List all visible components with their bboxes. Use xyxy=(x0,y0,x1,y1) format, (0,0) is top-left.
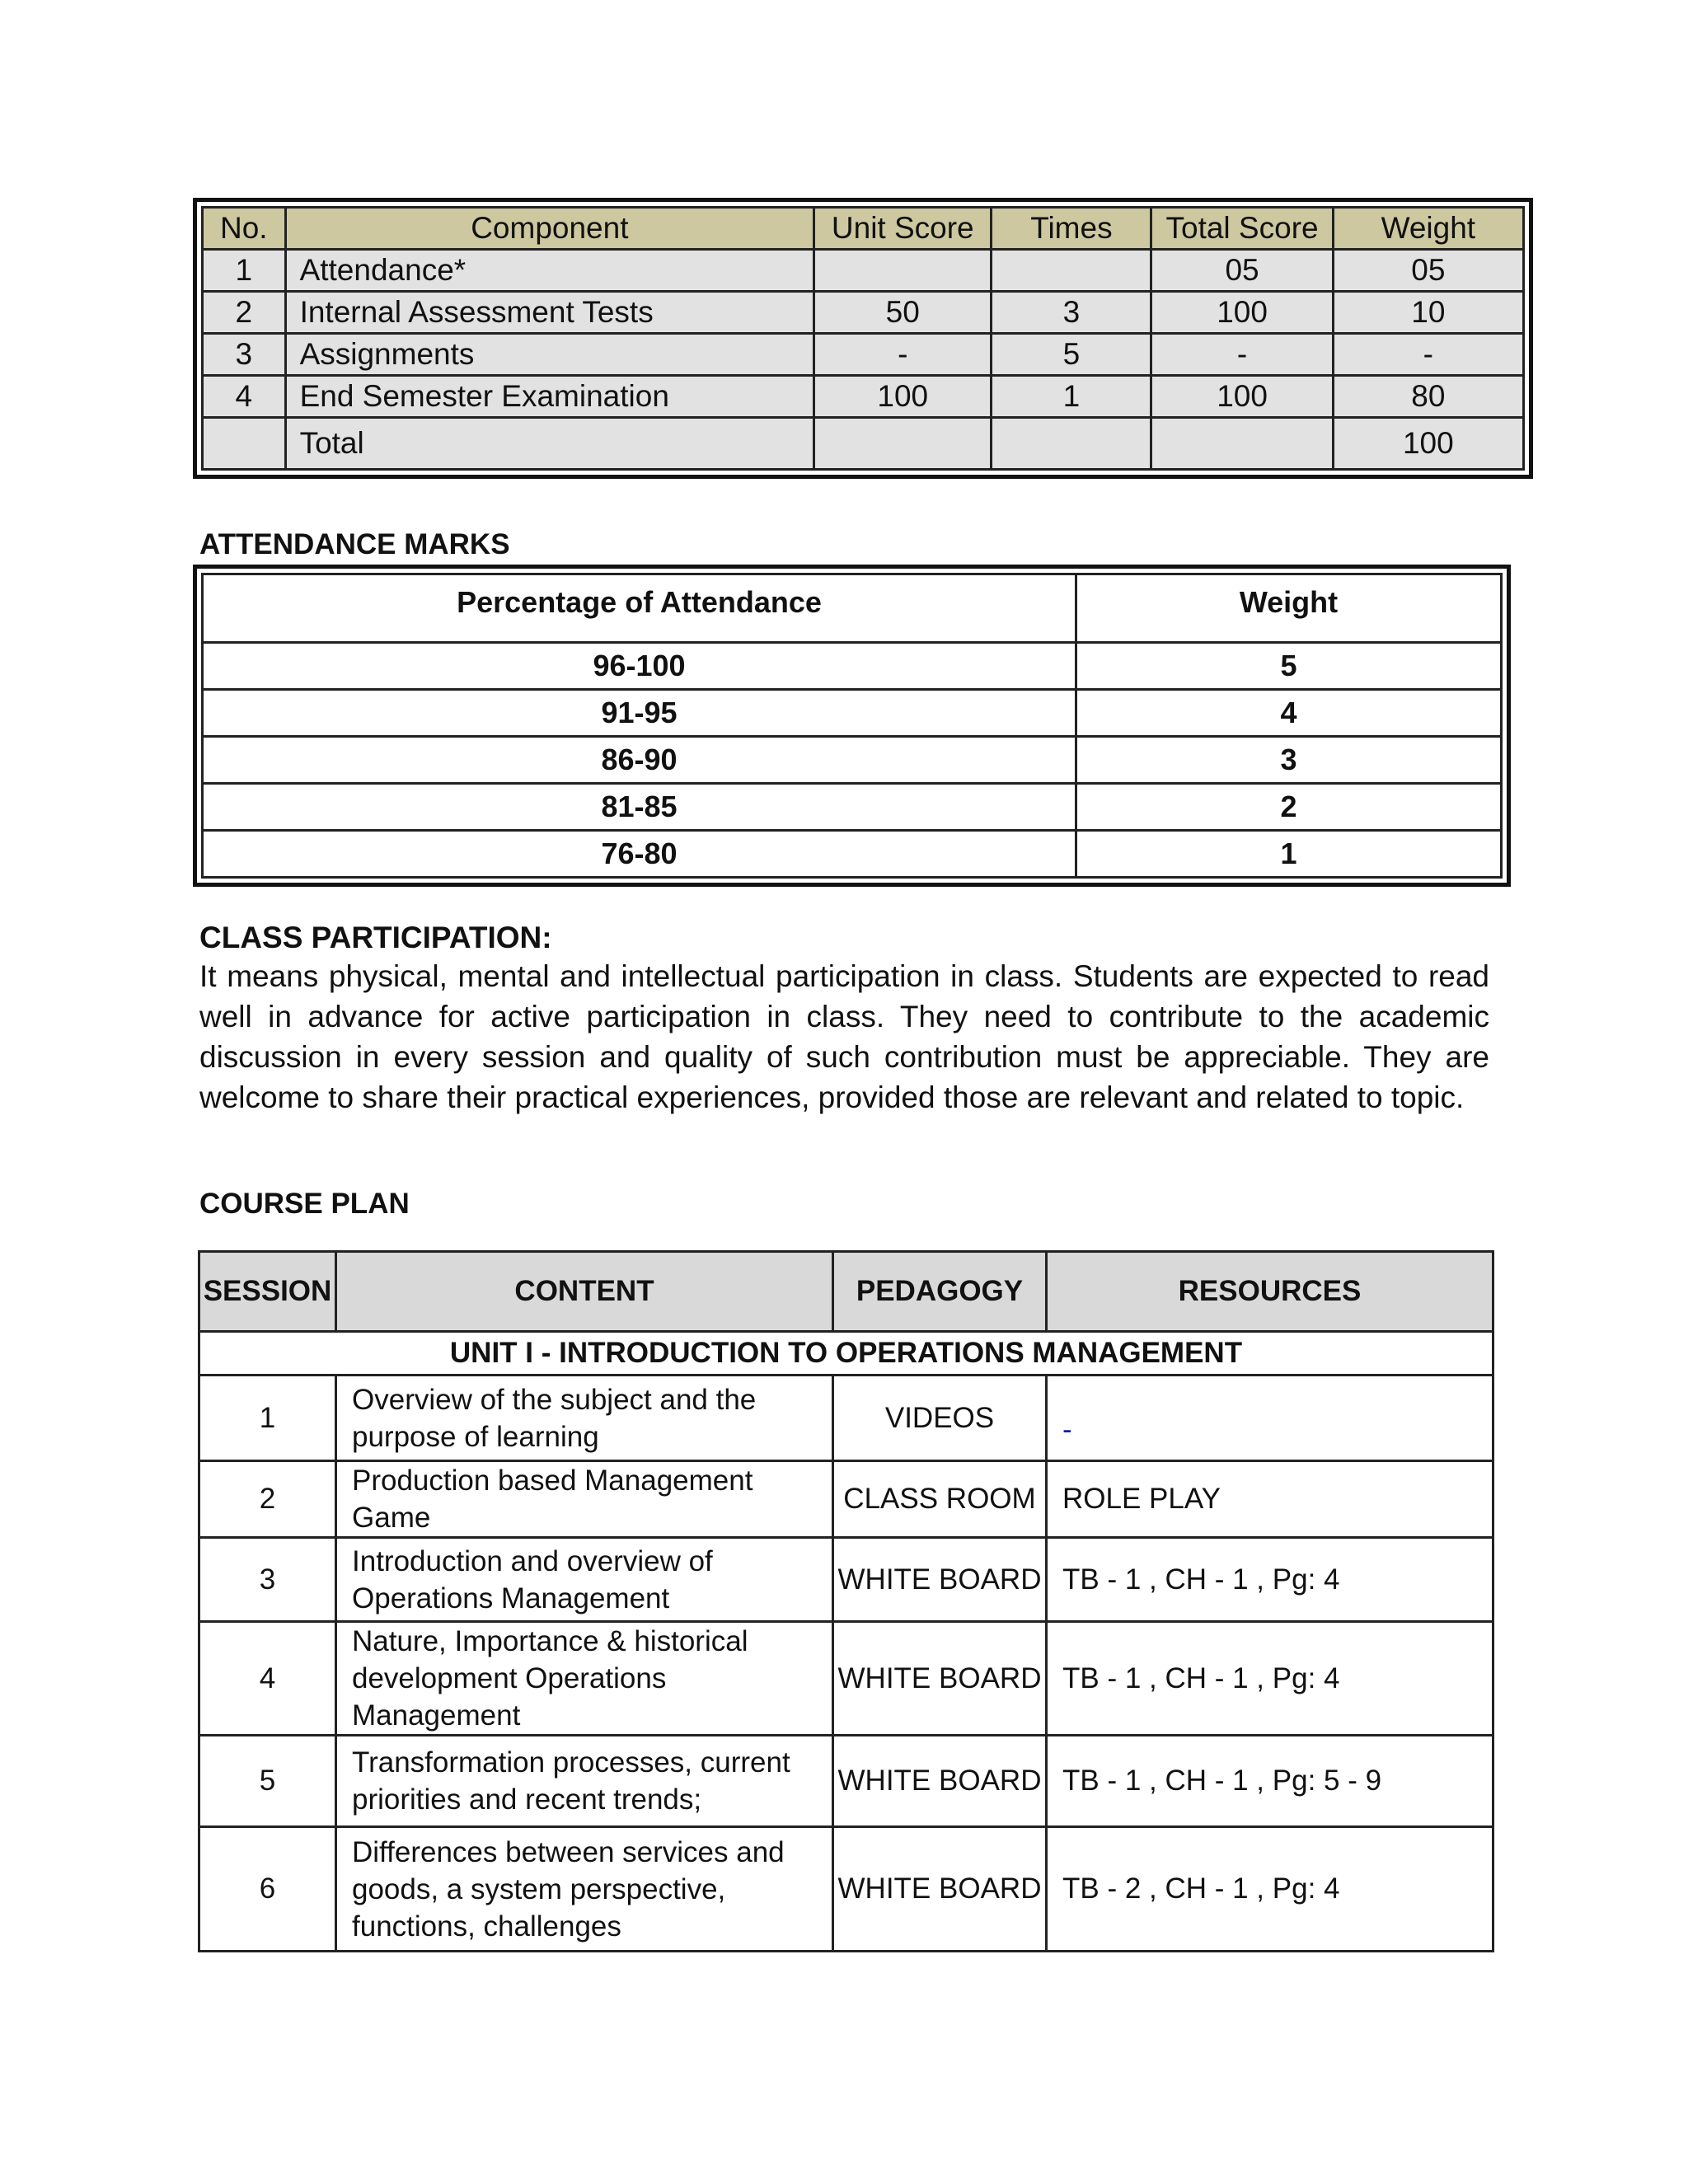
cell-content: Differences between services and goods, a system perspective, functions, challenges xyxy=(336,1827,833,1952)
cell-times: 1 xyxy=(992,376,1151,418)
cell-percentage: 96-100 xyxy=(203,643,1076,690)
cell-component: Attendance* xyxy=(285,250,814,292)
cell-session: 3 xyxy=(199,1538,336,1622)
cell-total-label: Total xyxy=(285,418,814,470)
evaluation-header-row xyxy=(203,208,1524,250)
cell-component: End Semester Examination xyxy=(285,376,814,418)
cell-unit-score xyxy=(814,250,992,292)
cell-no xyxy=(203,418,286,470)
cell-times xyxy=(992,250,1151,292)
cell-weight: 10 xyxy=(1333,292,1523,334)
cell-percentage: 81-85 xyxy=(203,784,1076,831)
table-row xyxy=(203,334,1524,376)
cell-weight: 80 xyxy=(1333,376,1523,418)
cell-unit-score: - xyxy=(814,334,992,376)
table-row xyxy=(203,831,1502,878)
cell-total-score: 100 xyxy=(1151,376,1333,418)
table-row xyxy=(203,643,1502,690)
header-pedagogy: PEDAGOGY xyxy=(833,1252,1047,1332)
cell-content: Overview of the subject and the purpose of learning xyxy=(336,1376,833,1461)
table-row xyxy=(199,1736,1493,1827)
cell-weight: 3 xyxy=(1076,737,1502,784)
evaluation-table-frame xyxy=(193,198,1533,479)
evaluation-table xyxy=(201,206,1525,471)
cell-pedagogy: WHITE BOARD xyxy=(833,1827,1047,1952)
cell-content: Production based Management Game xyxy=(336,1461,833,1538)
resource-link[interactable]: - xyxy=(1062,1413,1072,1446)
attendance-table xyxy=(201,573,1503,879)
attendance-table-frame xyxy=(193,565,1511,887)
header-resources: RESOURCES xyxy=(1047,1252,1493,1332)
table-row xyxy=(199,1538,1493,1622)
cell-pedagogy: WHITE BOARD xyxy=(833,1736,1047,1827)
total-row xyxy=(203,418,1524,470)
cell-resources: TB - 1 , CH - 1 , Pg: 4 xyxy=(1047,1622,1493,1736)
cell-no: 3 xyxy=(203,334,286,376)
header-session: SESSION xyxy=(199,1252,336,1332)
cell-weight: 05 xyxy=(1333,250,1523,292)
header-percentage: Percentage of Attendance xyxy=(203,574,1076,643)
cell-percentage: 86-90 xyxy=(203,737,1076,784)
course-plan-table xyxy=(198,1250,1494,1952)
table-row xyxy=(203,784,1502,831)
cell-weight: - xyxy=(1333,334,1523,376)
table-row xyxy=(199,1461,1493,1538)
cell-resources: TB - 1 , CH - 1 , Pg: 4 xyxy=(1047,1538,1493,1622)
cell-pedagogy: WHITE BOARD xyxy=(833,1538,1047,1622)
cell-resources: ROLE PLAY xyxy=(1047,1461,1493,1538)
cell-session: 4 xyxy=(199,1622,336,1736)
cell-total-score: 100 xyxy=(1151,292,1333,334)
header-times: Times xyxy=(992,208,1151,250)
cell-session: 6 xyxy=(199,1827,336,1952)
attendance-heading: ATTENDANCE MARKS xyxy=(199,528,510,560)
cell-total-weight: 100 xyxy=(1333,418,1523,470)
cell-resources: TB - 2 , CH - 1 , Pg: 4 xyxy=(1047,1827,1493,1952)
cell-no: 2 xyxy=(203,292,286,334)
header-no: No. xyxy=(203,208,286,250)
cell-pedagogy: WHITE BOARD xyxy=(833,1622,1047,1736)
header-unit-score: Unit Score xyxy=(814,208,992,250)
table-row xyxy=(199,1622,1493,1736)
cell-percentage: 91-95 xyxy=(203,690,1076,737)
cell-unit-score xyxy=(814,418,992,470)
cell-session: 5 xyxy=(199,1736,336,1827)
header-weight: Weight xyxy=(1076,574,1502,643)
cell-no: 4 xyxy=(203,376,286,418)
unit-title-row xyxy=(199,1332,1493,1376)
cell-session: 1 xyxy=(199,1376,336,1461)
cell-total-score xyxy=(1151,418,1333,470)
cell-component: Internal Assessment Tests xyxy=(285,292,814,334)
cell-weight: 2 xyxy=(1076,784,1502,831)
table-row xyxy=(203,250,1524,292)
table-row xyxy=(203,690,1502,737)
course-plan-header-row xyxy=(199,1252,1493,1332)
participation-heading: CLASS PARTICIPATION: xyxy=(199,921,552,954)
cell-total-score: 05 xyxy=(1151,250,1333,292)
header-component: Component xyxy=(285,208,814,250)
cell-content: Transformation processes, current priorities and recent trends; xyxy=(336,1736,833,1827)
cell-content: Introduction and overview of Operations Management xyxy=(336,1538,833,1622)
cell-percentage: 76-80 xyxy=(203,831,1076,878)
attendance-header-row xyxy=(203,574,1502,643)
cell-weight: 5 xyxy=(1076,643,1502,690)
cell-unit-score: 100 xyxy=(814,376,992,418)
header-total-score: Total Score xyxy=(1151,208,1333,250)
participation-paragraph: It means physical, mental and intellectual participation in class. Students are expected to read well in advance for active participation in class. They need to contribute to the academic discussion in every session and quality of such contribution must be appreciable. They are welcome to share their practical experiences, provided those are relevant and related to topic. xyxy=(199,959,1489,1114)
cell-times xyxy=(992,418,1151,470)
cell-weight: 1 xyxy=(1076,831,1502,878)
header-weight: Weight xyxy=(1333,208,1523,250)
cell-weight: 4 xyxy=(1076,690,1502,737)
unit-title: UNIT I - INTRODUCTION TO OPERATIONS MANAGEMENT xyxy=(199,1332,1493,1376)
table-row xyxy=(203,292,1524,334)
cell-no: 1 xyxy=(203,250,286,292)
header-content: CONTENT xyxy=(336,1252,833,1332)
cell-unit-score: 50 xyxy=(814,292,992,334)
cell-content: Nature, Importance & historical development Operations Management xyxy=(336,1622,833,1736)
cell-component: Assignments xyxy=(285,334,814,376)
cell-resources: TB - 1 , CH - 1 , Pg: 5 - 9 xyxy=(1047,1736,1493,1827)
course-plan-heading: COURSE PLAN xyxy=(199,1188,410,1220)
cell-pedagogy: VIDEOS xyxy=(833,1376,1047,1461)
table-row xyxy=(203,737,1502,784)
table-row xyxy=(199,1827,1493,1952)
cell-resources xyxy=(1047,1376,1493,1461)
cell-session: 2 xyxy=(199,1461,336,1538)
cell-pedagogy: CLASS ROOM xyxy=(833,1461,1047,1538)
cell-times: 5 xyxy=(992,334,1151,376)
cell-total-score: - xyxy=(1151,334,1333,376)
cell-times: 3 xyxy=(992,292,1151,334)
table-row xyxy=(203,376,1524,418)
table-row xyxy=(199,1376,1493,1461)
